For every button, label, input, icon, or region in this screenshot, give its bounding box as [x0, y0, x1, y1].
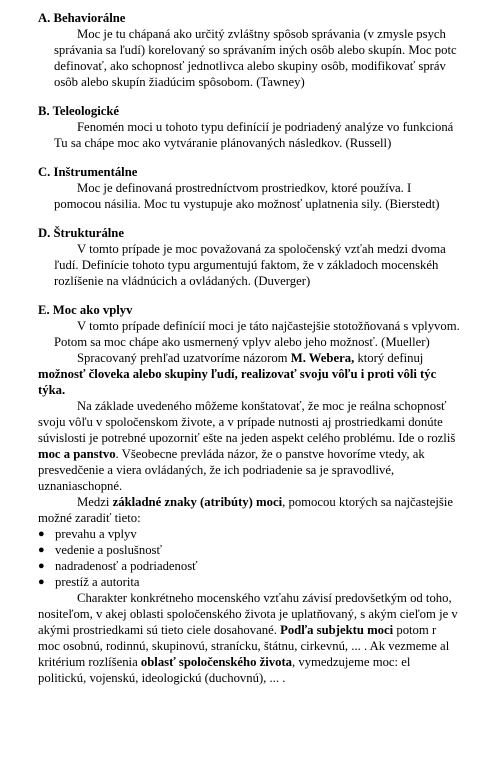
- section-c: [38, 164, 502, 212]
- paragraph-line: pomocou násilia. Moc tu vystupuje ako možnosť uplatnenia sily. (Bierstedt): [54, 197, 440, 211]
- paragraph-text: , pomocou ktorých sa najčastejšie: [282, 495, 454, 509]
- list-item: [38, 526, 502, 542]
- subject-term: Podľa subjektu moci: [280, 623, 394, 637]
- paragraph-line: V tomto prípade je moc považovaná za spoločenský vzťah medzi dvoma: [77, 242, 446, 256]
- paragraph-line: rozlíšenie na vládnúcich a ovládaných. (Duverger): [54, 274, 311, 288]
- bullet-icon: ●: [38, 528, 45, 540]
- paragraph-text: . Všeobecne prevláda názor, že o panstve hovoríme vtedy, ak: [115, 447, 425, 461]
- list-item: [38, 558, 502, 574]
- attributes-term: základné znaky (atribúty) moci: [112, 495, 283, 509]
- list-item-label: vedenie a poslušnosť: [55, 543, 162, 557]
- paragraph-line: [38, 494, 502, 510]
- paragraph-line: Potom sa moc chápe ako usmernený vplyv alebo jeho možnosť. (Mueller): [54, 335, 430, 349]
- weber-definition-line: možnosť človeka alebo skupiny ľudí, realizovať svoju vôľu i proti vôli týc: [38, 367, 437, 381]
- paragraph-line: Charakter konkrétneho mocenského vzťahu závisí predovšetkým od toho,: [77, 591, 452, 605]
- section-a: [38, 10, 502, 90]
- area-term: oblasť spoločenského života: [140, 655, 293, 669]
- section-d: [38, 225, 502, 289]
- section-heading: B. Teleologické: [38, 104, 120, 118]
- paragraph-line: definovať, ako schopnosť jednotlivca alebo skupiny osôb, modifikovať správ: [54, 59, 446, 73]
- section-heading: D. Štrukturálne: [38, 226, 124, 240]
- paragraph-line: súvislosti je potrebné upozorniť ešte na jeden aspekt celého problému. Ide o rozliš: [38, 431, 456, 445]
- weber-text-pre: Spracovaný prehľad uzatvoríme názorom: [77, 351, 291, 365]
- bullet-icon: ●: [38, 544, 45, 556]
- list-item-label: prestíž a autorita: [55, 575, 140, 589]
- moc-a-panstvo-term: moc a panstvo: [38, 447, 116, 461]
- paragraph-line: [38, 654, 502, 670]
- paragraph-line: ľudí. Definície tohoto typu argumentujú faktom, že v základoch mocenskéh: [54, 258, 439, 272]
- paragraph-line: [38, 446, 502, 462]
- weber-text-post: ktorý definuj: [354, 351, 424, 365]
- paragraph-line: Tu sa chápe moc ako vytváranie plánovaných následkov. (Russell): [54, 136, 392, 150]
- section-heading: A. Behaviorálne: [38, 11, 126, 25]
- section-heading: E. Moc ako vplyv: [38, 303, 133, 317]
- paragraph-text: kritérium rozlíšenia: [38, 655, 141, 669]
- weber-name: M. Webera,: [290, 351, 355, 365]
- paragraph-line: Moc je definovaná prostredníctvom prostriedkov, ktoré používa. I: [77, 181, 412, 195]
- paragraph-line: moc osobnú, rodinnú, skupinovú, stranícku, štátnu, cirkevnú, ... . Ak vezmeme al: [38, 639, 450, 653]
- paragraph-text: akými prostriedkami sú tieto ciele dosahované.: [38, 623, 281, 637]
- paragraph-line: politickú, vojenskú, ideologickú (duchovnú), ... .: [38, 671, 286, 685]
- paragraph-line: Na základe uvedeného môžeme konštatovať, že moc je reálna schopnosť: [77, 399, 447, 413]
- attributes-list: [38, 526, 502, 590]
- section-heading: C. Inštrumentálne: [38, 165, 138, 179]
- paragraph-line: možné zaradiť tieto:: [38, 511, 141, 525]
- paragraph-line: svoju vôľu v spoločenskom živote, a v prípade nutnosti aj prostriedkami donúte: [38, 415, 443, 429]
- paragraph-text: Medzi: [77, 495, 113, 509]
- bullet-icon: ●: [38, 560, 45, 572]
- paragraph-line: osôb alebo skupín žiadúcim spôsobom. (Tawney): [54, 75, 305, 89]
- paragraph-line: [38, 622, 502, 638]
- paragraph-text: potom r: [393, 623, 437, 637]
- weber-line: [38, 350, 502, 366]
- paragraph-line: Fenomén moci u tohoto typu definícií je podriadený analýze vo funkcioná: [77, 120, 454, 134]
- list-item-label: prevahu a vplyv: [55, 527, 137, 541]
- document-page: [38, 10, 502, 686]
- list-item-label: nadradenosť a podriadenosť: [55, 559, 198, 573]
- paragraph-line: Moc je tu chápaná ako určitý zvláštny spôsob správania (v zmysle psych: [77, 27, 446, 41]
- bullet-icon: ●: [38, 576, 45, 588]
- paragraph-line: V tomto prípade definícií moci je táto najčastejšie stotožňovaná s vplyvom.: [77, 319, 460, 333]
- weber-definition-line: týka.: [38, 383, 66, 397]
- section-e: [38, 302, 502, 686]
- paragraph-text: , vymedzujeme moc: el: [292, 655, 411, 669]
- paragraph-line: uznaniaschopné.: [38, 479, 123, 493]
- paragraph-line: správania sa ľudí) korelovaný so správaním iných osôb alebo skupín. Moc potc: [54, 43, 457, 57]
- list-item: [38, 542, 502, 558]
- section-b: [38, 103, 502, 151]
- list-item: [38, 574, 502, 590]
- paragraph-line: presvedčenie a viera ovládaných, že ich podriadenie sa je spravodlivé,: [38, 463, 395, 477]
- paragraph-line: nositeľom, v akej oblasti spoločenského života je uplatňovaný, s akým cieľom je v: [38, 607, 458, 621]
